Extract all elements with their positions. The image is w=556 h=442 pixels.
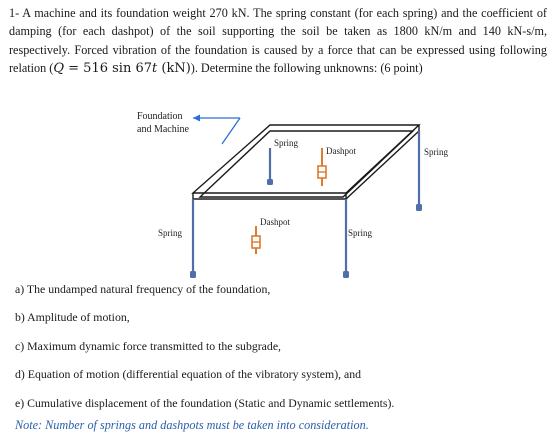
label-spring-back-left: Spring — [274, 138, 299, 148]
problem-intro: 1- A machine and its foundation weight 270 kN. The spring constant (for each spring) and the coefficient of damping (for each dashpot) of the soil supporting the soil be taken as 1800 kN/m and 140 kN-s/m, respectively. Forced vibration of the foundation is caused by a force that can be expressed using following relation ( — [9, 6, 547, 76]
force-equation: Q = 516 sin 67t (kN) — [53, 61, 191, 77]
dashpot-front — [252, 226, 260, 254]
question-b: b) Amplitude of motion, — [15, 310, 130, 324]
spring-front-left — [190, 199, 196, 278]
label-spring-back-right: Spring — [424, 147, 449, 157]
label-foundation-machine — [137, 110, 189, 136]
question-a: a) The undamped natural frequency of the foundation, — [15, 282, 271, 296]
label-dashpot-back: Dashpot — [326, 146, 356, 156]
label-dashpot-front: Dashpot — [260, 217, 290, 227]
dashpot-back — [318, 148, 326, 186]
question-e: e) Cumulative displacement of the foundation (Static and Dynamic settlements). — [15, 396, 395, 410]
foundation-pointer-arrow — [193, 115, 240, 145]
label-spring-front-right: Spring — [348, 228, 373, 238]
spring-front-right — [343, 199, 349, 278]
label-foundation-line2: and Machine — [137, 124, 189, 135]
question-d: d) Equation of motion (differential equation of the vibratory system), and — [15, 367, 362, 381]
question-c: c) Maximum dynamic force transmitted to the subgrade, — [15, 339, 282, 353]
spring-back-right — [416, 131, 422, 211]
note-text: Note: Number of springs and dashpots must be taken into consideration. — [15, 418, 369, 432]
problem-outro: ). Determine the following unknowns: (6 point) — [190, 61, 423, 76]
label-spring-front-left: Spring — [158, 228, 183, 238]
spring-back-left — [267, 148, 273, 185]
label-foundation-line1: Foundation — [137, 111, 183, 122]
